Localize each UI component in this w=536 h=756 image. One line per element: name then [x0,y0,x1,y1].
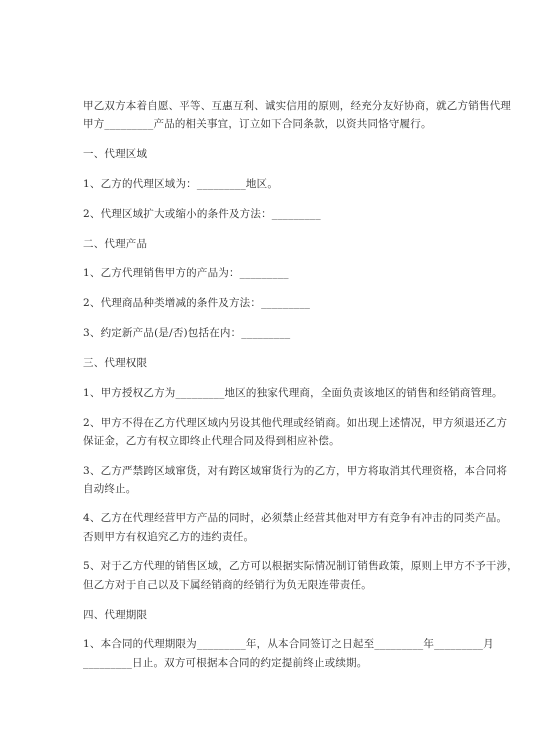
section-3-clause-2-line-1: 2、甲方不得在乙方代理区域内另设其他代理或经销商。如出现上述情况，甲方须退还乙方 [83,417,508,429]
section-1-clause-2: 2、代理区域扩大或缩小的条件及方法：_________ [83,208,321,220]
section-3-clause-1: 1、甲方授权乙方为_________地区的独家代理商，全面负责该地区的销售和经销商管理。 [83,387,503,399]
section-4-clause-1-line-1: 1、本合同的代理期限为_________年，从本合同签订之日起至_________年_________月 [83,638,494,650]
section-3-clause-3-line-2: 自动终止。 [83,483,137,495]
section-1-heading: 一、代理区域 [83,148,148,160]
section-1-clause-1: 1、乙方的代理区域为：_________地区。 [83,178,279,190]
section-4-heading: 四、代理期限 [83,609,148,621]
section-3-clause-5-line-2: 但乙方对于自己以及下属经销商的经销行为负无限连带责任。 [83,579,372,591]
section-2-clause-1: 1、乙方代理销售甲方的产品为：_________ [83,267,289,279]
section-3-clause-5-line-1: 5、对于乙方代理的销售区域，乙方可以根据实际情况制订销售政策，原则上甲方不予干涉， [83,560,518,572]
section-2-clause-2: 2、代理商品种类增减的条件及方法：_________ [83,297,311,309]
intro-line-2: 甲方_________产品的相关事宜，订立如下合同条款，以资共同恪守履行。 [83,118,432,130]
section-3-clause-2-line-2: 保证金，乙方有权立即终止代理合同及得到相应补偿。 [83,435,340,447]
section-3-clause-4-line-2: 否则甲方有权追究乙方的违约责任。 [83,531,255,543]
section-2-heading: 二、代理产品 [83,238,148,250]
section-3-heading: 三、代理权限 [83,357,148,369]
section-3-clause-4-line-1: 4、乙方在代理经营甲方产品的同时，必须禁止经营其他对甲方有竞争有冲击的同类产品。 [83,512,508,524]
intro-line-1: 甲乙双方本着自愿、平等、互惠互利、诚实信用的原则，经充分友好协商，就乙方销售代理 [83,100,511,112]
section-3-clause-3-line-1: 3、乙方严禁跨区域窜货，对有跨区域窜货行为的乙方，甲方将取消其代理资格，本合同将 [83,465,508,477]
section-4-clause-1-line-2: _________日止。双方可根据本合同的约定提前终止或续期。 [83,657,368,669]
section-2-clause-3: 3、约定新产品(是/否)包括在内：_________ [83,327,291,339]
